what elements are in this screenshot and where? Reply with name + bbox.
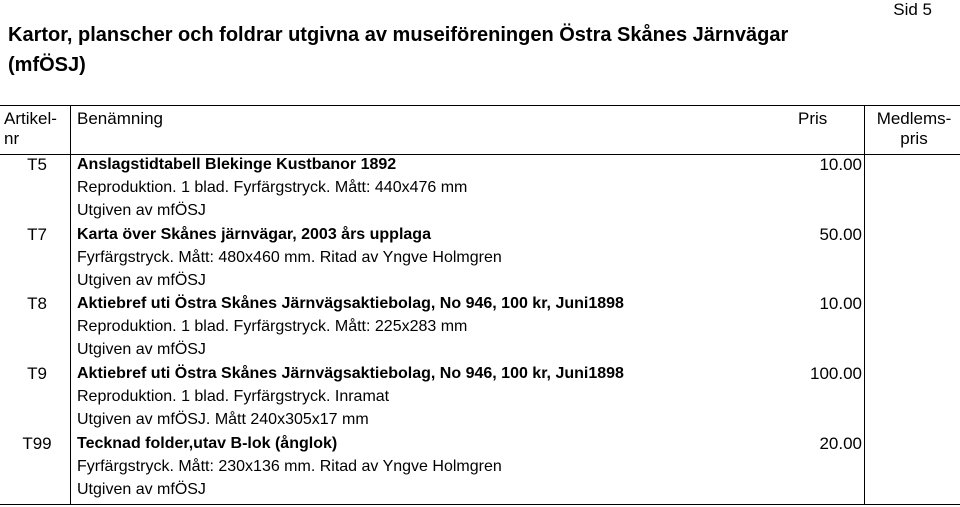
article-description	[77, 223, 767, 292]
article-code: T7	[27, 225, 47, 244]
article-name: Karta över Skånes järnvägar, 2003 års upplaga	[77, 226, 431, 243]
article-detail: Fyrfärgstryck. Mått: 230x136 mm. Ritad av Yngve Holmgren	[77, 458, 502, 475]
header-name: Benämning	[77, 109, 164, 128]
article-code: T5	[27, 155, 47, 174]
article-description	[77, 362, 767, 431]
article-detail: Reproduktion. 1 blad. Fyrfärgstryck. Inramat	[77, 388, 390, 405]
article-code: T99	[22, 434, 52, 453]
page-number: Sid 5	[893, 0, 932, 19]
article-name: Aktiebref uti Östra Skånes Järnvägsaktiebolag, No 946, 100 kr, Juni1898	[77, 365, 624, 382]
article-code: T9	[27, 364, 47, 383]
article-price: 50.00	[819, 225, 862, 244]
page-title: Kartor, planscher och foldrar utgivna av museiföreningen Östra Skånes Järnvägar (mfÖSJ)	[8, 24, 789, 76]
header-price: Pris	[798, 109, 828, 128]
article-description	[77, 432, 767, 501]
article-price: 10.00	[819, 294, 862, 313]
article-detail: Reproduktion. 1 blad. Fyrfärgstryck. Mått: 440x476 mm	[77, 179, 468, 196]
table-bottom-rule	[0, 504, 960, 505]
table-top-rule	[0, 105, 960, 106]
header-member-price: Medlems- pris	[876, 109, 952, 148]
article-description	[77, 153, 767, 222]
article-code: T8	[27, 294, 47, 313]
column-divider-code	[70, 106, 71, 504]
article-publisher: Utgiven av mfÖSJ	[77, 272, 206, 289]
article-name: Anslagstidtabell Blekinge Kustbanor 1892	[77, 156, 397, 173]
article-detail: Fyrfärgstryck. Mått: 480x460 mm. Ritad av Yngve Holmgren	[77, 249, 502, 266]
article-publisher: Utgiven av mfÖSJ	[77, 202, 206, 219]
article-price: 20.00	[819, 434, 862, 453]
article-price: 100.00	[810, 364, 862, 383]
article-name: Aktiebref uti Östra Skånes Järnvägsaktiebolag, No 946, 100 kr, Juni1898	[77, 295, 624, 312]
article-detail: Reproduktion. 1 blad. Fyrfärgstryck. Mått: 225x283 mm	[77, 318, 468, 335]
article-name: Tecknad folder,utav B-lok (ånglok)	[77, 435, 338, 452]
article-publisher: Utgiven av mfÖSJ	[77, 481, 206, 498]
header-article-no: Artikel- nr	[4, 109, 57, 148]
column-divider-price	[864, 106, 865, 504]
article-publisher: Utgiven av mfÖSJ	[77, 341, 206, 358]
article-publisher: Utgiven av mfÖSJ. Mått 240x305x17 mm	[77, 411, 369, 428]
article-description	[77, 292, 767, 361]
article-price: 10.00	[819, 155, 862, 174]
